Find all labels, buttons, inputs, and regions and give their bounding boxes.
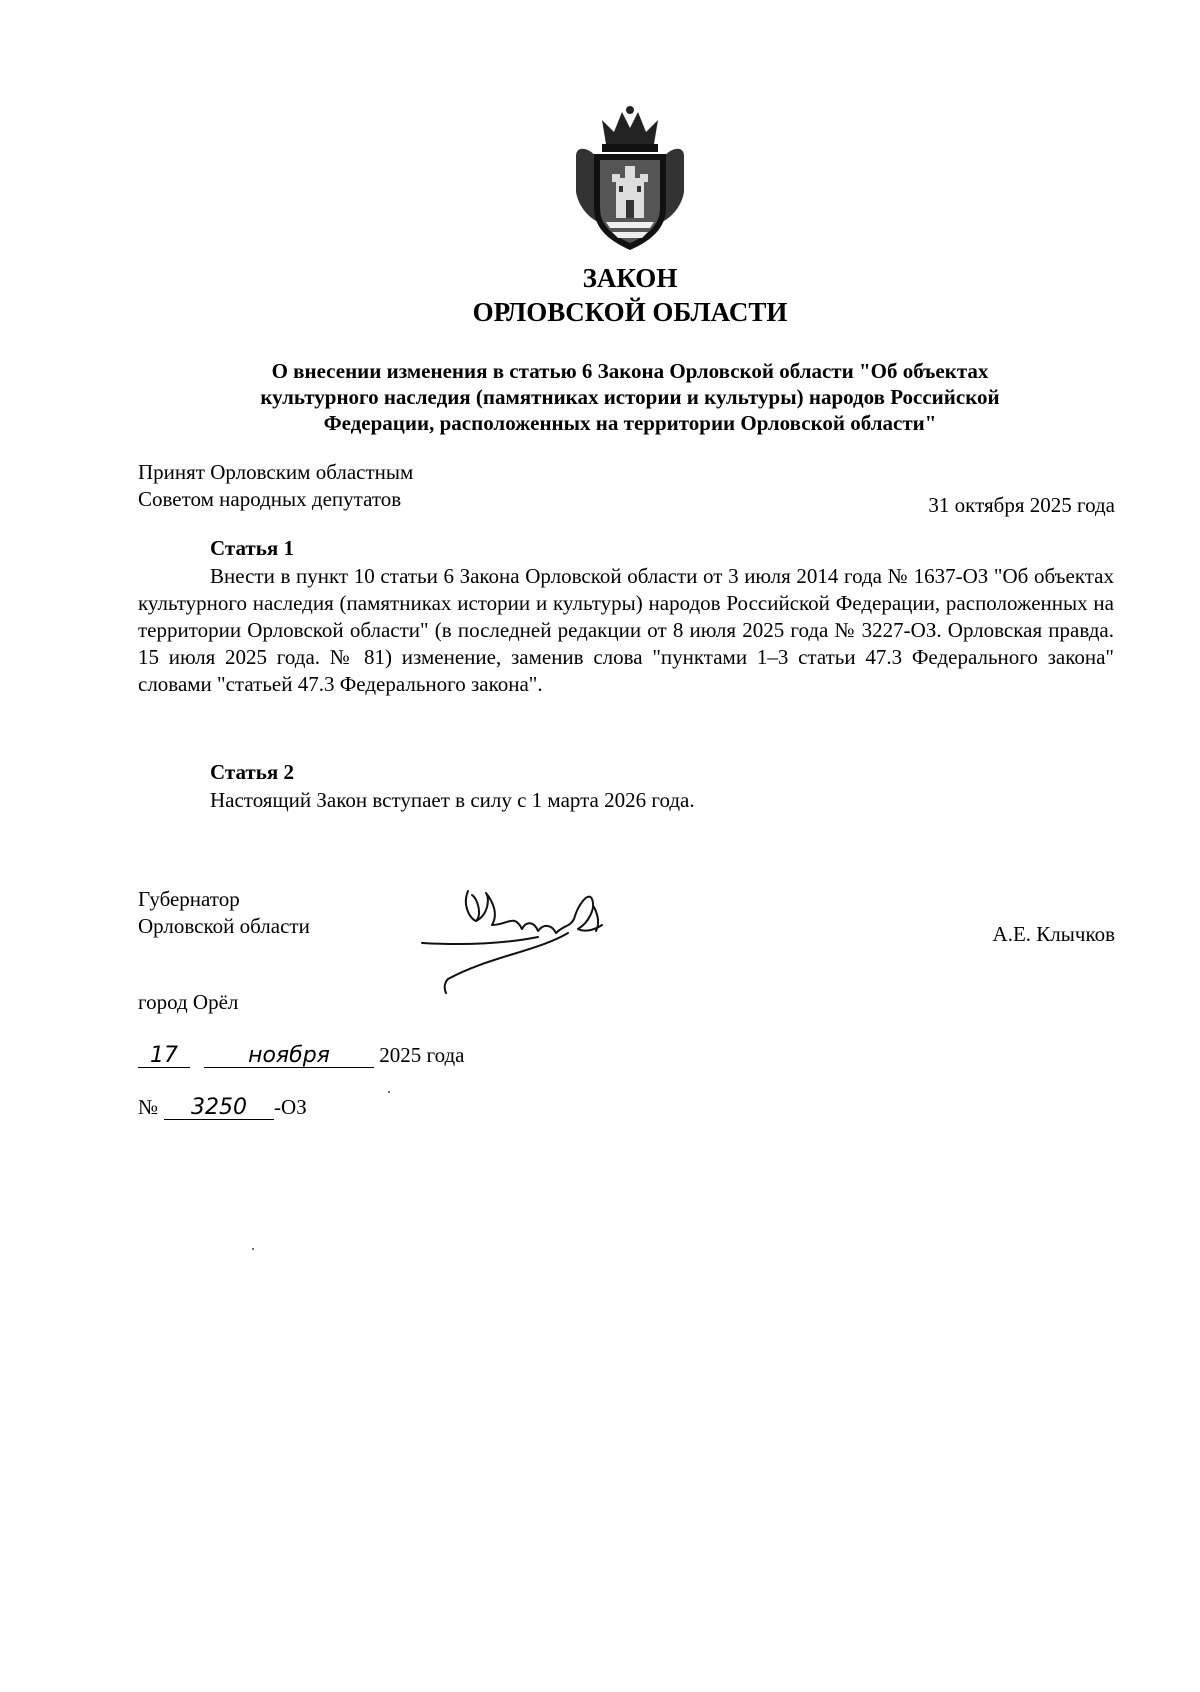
- signing-city: город Орёл: [138, 990, 239, 1014]
- law-number-prefix: №: [138, 1095, 159, 1119]
- coat-of-arms-icon: [572, 104, 688, 254]
- law-subject-line3: Федерации, расположенных на территории Орловской области": [323, 411, 937, 435]
- law-title-line2: ОРЛОВСКОЙ ОБЛАСТИ: [472, 297, 788, 327]
- adoption-line2: Советом народных депутатов: [138, 487, 402, 511]
- signatory-title-line2: Орловской области: [138, 914, 310, 938]
- signing-month: ноября: [204, 1045, 374, 1068]
- signatory-name: А.Е. Клычков: [992, 922, 1115, 946]
- article2-text: Настоящий Закон вступает в силу с 1 марта 2026 года.: [210, 788, 695, 812]
- law-number: [138, 1095, 307, 1120]
- handwritten-signature: [418, 885, 638, 995]
- signing-day: 17: [138, 1045, 190, 1068]
- article1-heading: Статья 1: [210, 536, 294, 560]
- article2-heading: Статья 2: [210, 760, 294, 784]
- article1-text: Внести в пункт 10 статьи 6 Закона Орловской области от 3 июля 2014 года № 1637-ОЗ "Об объектах культурного наследия (памятниках истории и культуры) народов Российской Федерации, расположенных на территории Орловской области" (в последней редакции от 8 июля 2025 года № 3227-ОЗ. Орловская правда. 15 июля 2025 года. № 81) изменение, заменив слова "пунктами 1–3 статьи 47.3 Федерального закона" словами "статьей 47.3 Федерального закона".: [138, 564, 1114, 696]
- law-number-value: 3250: [164, 1097, 274, 1120]
- adoption-date: 31 октября 2025 года: [928, 493, 1115, 517]
- scan-speck: [388, 1091, 390, 1093]
- adoption-line1: Принят Орловским областным: [138, 460, 414, 484]
- law-number-suffix: -ОЗ: [274, 1095, 307, 1119]
- signing-year: 2025 года: [379, 1043, 465, 1067]
- law-subject-line2: культурного наследия (памятниках истории и культуры) народов Российской: [260, 385, 1000, 409]
- law-title-line1: ЗАКОН: [582, 263, 678, 293]
- scan-speck: [252, 1248, 254, 1250]
- law-subject-line1: О внесении изменения в статью 6 Закона Орловской области "Об объектах: [271, 359, 989, 383]
- signatory-title-line1: Губернатор: [138, 887, 240, 911]
- signing-date: [138, 1043, 465, 1068]
